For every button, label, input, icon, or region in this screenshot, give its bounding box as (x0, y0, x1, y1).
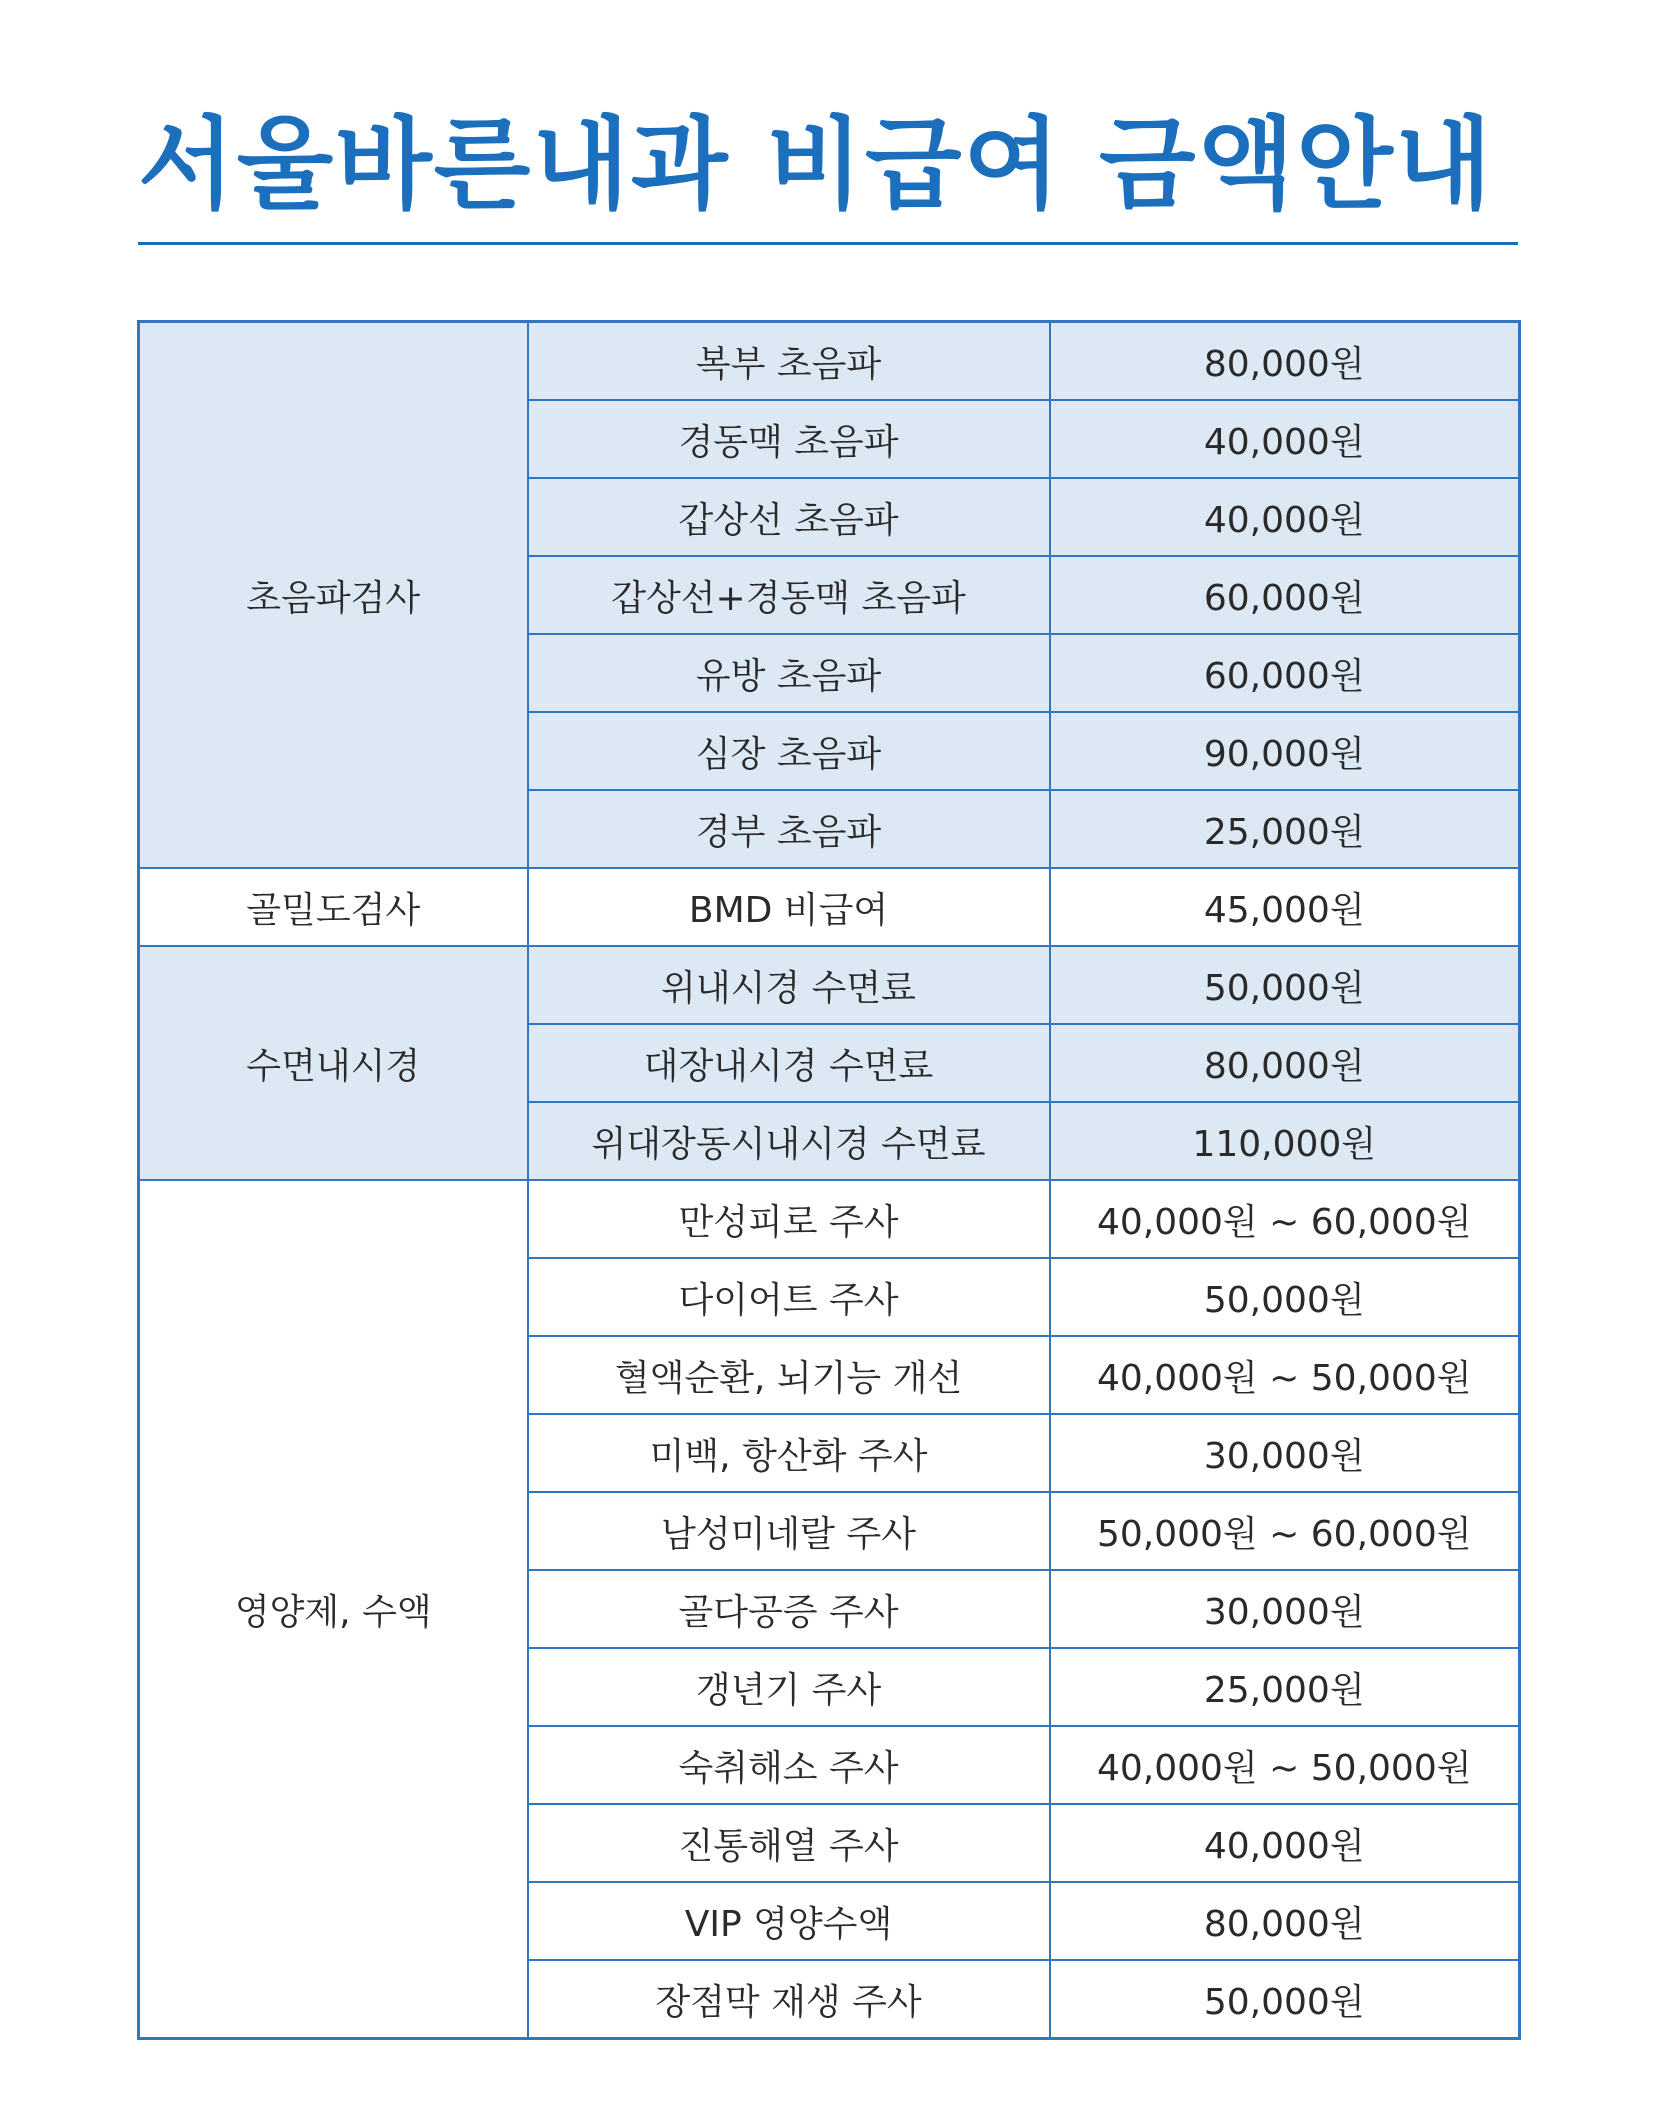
item-name-cell: 장점막 재생 주사 (528, 1960, 1050, 2039)
item-price-cell: 50,000원 (1050, 946, 1520, 1024)
item-name-cell: 갑상선+경동맥 초음파 (528, 556, 1050, 634)
price-table (137, 320, 1521, 2040)
item-name-cell: 숙취해소 주사 (528, 1726, 1050, 1804)
item-name-cell: 위내시경 수면료 (528, 946, 1050, 1024)
item-price-cell: 25,000원 (1050, 1648, 1520, 1726)
category-cell: 수면내시경 (139, 946, 528, 1180)
table-row (139, 946, 1520, 1024)
item-name-cell: VIP 영양수액 (528, 1882, 1050, 1960)
item-name-cell: 남성미네랄 주사 (528, 1492, 1050, 1570)
item-name-cell: 갱년기 주사 (528, 1648, 1050, 1726)
item-price-cell: 50,000원 (1050, 1960, 1520, 2039)
item-price-cell: 50,000원 ~ 60,000원 (1050, 1492, 1520, 1570)
item-price-cell: 80,000원 (1050, 1024, 1520, 1102)
item-price-cell: 30,000원 (1050, 1570, 1520, 1648)
item-name-cell: 만성피로 주사 (528, 1180, 1050, 1258)
item-price-cell: 40,000원 (1050, 400, 1520, 478)
item-price-cell: 60,000원 (1050, 634, 1520, 712)
item-name-cell: 미백, 항산화 주사 (528, 1414, 1050, 1492)
item-name-cell: BMD 비급여 (528, 868, 1050, 946)
category-cell: 골밀도검사 (139, 868, 528, 946)
item-name-cell: 경동맥 초음파 (528, 400, 1050, 478)
item-price-cell: 40,000원 ~ 50,000원 (1050, 1336, 1520, 1414)
category-cell: 영양제, 수액 (139, 1180, 528, 2039)
item-name-cell: 대장내시경 수면료 (528, 1024, 1050, 1102)
item-price-cell: 80,000원 (1050, 322, 1520, 401)
table-row (139, 1180, 1520, 1258)
title-divider (138, 242, 1518, 245)
item-name-cell: 경부 초음파 (528, 790, 1050, 868)
item-name-cell: 심장 초음파 (528, 712, 1050, 790)
table-row (139, 322, 1520, 401)
item-name-cell: 다이어트 주사 (528, 1258, 1050, 1336)
price-table-body (139, 322, 1520, 2039)
category-cell: 초음파검사 (139, 322, 528, 869)
item-name-cell: 갑상선 초음파 (528, 478, 1050, 556)
item-price-cell: 30,000원 (1050, 1414, 1520, 1492)
item-price-cell: 40,000원 (1050, 1804, 1520, 1882)
item-price-cell: 60,000원 (1050, 556, 1520, 634)
item-name-cell: 위대장동시내시경 수면료 (528, 1102, 1050, 1180)
item-name-cell: 진통해열 주사 (528, 1804, 1050, 1882)
item-name-cell: 혈액순환, 뇌기능 개선 (528, 1336, 1050, 1414)
item-price-cell: 90,000원 (1050, 712, 1520, 790)
item-name-cell: 복부 초음파 (528, 322, 1050, 401)
item-price-cell: 45,000원 (1050, 868, 1520, 946)
item-name-cell: 유방 초음파 (528, 634, 1050, 712)
item-price-cell: 25,000원 (1050, 790, 1520, 868)
item-price-cell: 40,000원 ~ 50,000원 (1050, 1726, 1520, 1804)
item-price-cell: 110,000원 (1050, 1102, 1520, 1180)
item-name-cell: 골다공증 주사 (528, 1570, 1050, 1648)
table-row (139, 868, 1520, 946)
page-title: 서울바른내과 비급여 금액안내 (138, 106, 1494, 223)
item-price-cell: 50,000원 (1050, 1258, 1520, 1336)
item-price-cell: 40,000원 (1050, 478, 1520, 556)
item-price-cell: 40,000원 ~ 60,000원 (1050, 1180, 1520, 1258)
item-price-cell: 80,000원 (1050, 1882, 1520, 1960)
